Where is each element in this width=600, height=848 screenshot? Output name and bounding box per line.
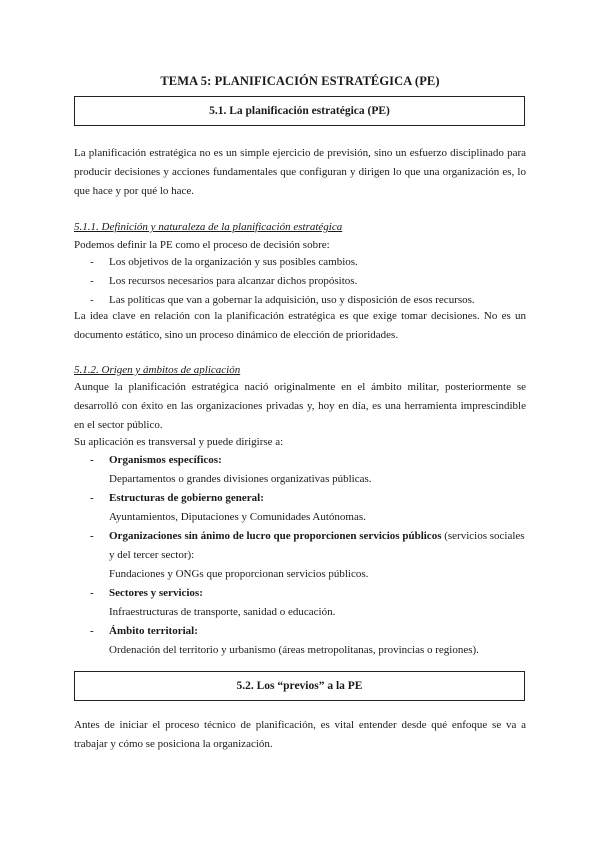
subsection-5-1-1-closing: La idea clave en relación con la planificación estratégica es que exige tomar decisiones. No es un documento estático, sino un proceso dinámico de elección de prioridades.: [74, 310, 526, 341]
document-title: TEMA 5: PLANIFICACIÓN ESTRATÉGICA (PE): [160, 74, 440, 88]
subsection-5-1-2-paragraph: Aunque la planificación estratégica nació originalmente en el ámbito militar, posteriormente se desarrolló con éxito en las organizaciones privadas y, hoy en día, es una herramienta imprescindible en el sector público.: [74, 381, 526, 431]
section-heading-5-2-text: 5.2. Los “previos” a la PE: [236, 680, 363, 692]
list-item: - Organizaciones sin ánimo de lucro que proporcionen servicios públicos (servicios sociales y del tercer sector): Fundaciones y ONGs que proporcionan servicios públicos.: [74, 527, 526, 584]
list-item: - Los objetivos de la organización y sus posibles cambios.: [90, 256, 358, 268]
list-item-label: Estructuras de gobierno general:: [109, 492, 264, 504]
section-heading-5-1-text: 5.1. La planificación estratégica (PE): [209, 105, 390, 117]
subsection-heading-5-1-1: 5.1.1. Definición y naturaleza de la planificación estratégica: [74, 221, 343, 233]
list-item-label: Organizaciones sin ánimo de lucro que proporcionen servicios públicos: [109, 530, 442, 542]
list-item-text: Los objetivos de la organización y sus posibles cambios.: [109, 256, 358, 268]
list-item-label: Sectores y servicios:: [109, 587, 203, 599]
list-item-extra: (servicios sociales y del tercer sector):: [109, 530, 525, 561]
subsection-5-1-1-lead: Podemos definir la PE como el proceso de decisión sobre:: [74, 239, 330, 251]
application-scope-list: [74, 451, 526, 660]
section-5-2-intro: Antes de iniciar el proceso técnico de planificación, es vital entender desde qué enfoque se va a trabajar y cómo se posiciona la organización.: [74, 719, 526, 750]
list-item: - Sectores y servicios: Infraestructuras de transporte, sanidad o educación.: [74, 584, 526, 622]
subsection-heading-5-1-2: 5.1.2. Origen y ámbitos de aplicación: [74, 364, 241, 376]
list-item-text: Las políticas que van a gobernar la adquisición, uso y disposición de esos recursos.: [109, 294, 475, 306]
subsection-5-1-2-lead: Su aplicación es transversal y puede dirigirse a:: [74, 436, 284, 448]
list-item-text: Los recursos necesarios para alcanzar dichos propósitos.: [109, 275, 358, 287]
list-item: - Las políticas que van a gobernar la adquisición, uso y disposición de esos recursos.: [90, 294, 475, 306]
list-item: - Los recursos necesarios para alcanzar dichos propósitos.: [90, 275, 358, 287]
list-item-label: Organismos específicos:: [109, 454, 222, 466]
section-heading-5-2: [74, 671, 525, 701]
list-item-detail: Fundaciones y ONGs que proporcionan servicios públicos.: [109, 568, 369, 580]
list-item: - Estructuras de gobierno general: Ayuntamientos, Diputaciones y Comunidades Autónomas.: [74, 489, 526, 527]
list-item-label: Ámbito territorial:: [109, 625, 198, 637]
list-item-detail: Infraestructuras de transporte, sanidad o educación.: [109, 606, 336, 618]
definition-list: [74, 253, 526, 310]
list-item-detail: Departamentos o grandes divisiones organizativas públicas.: [109, 473, 372, 485]
list-item: - Organismos específicos: Departamentos o grandes divisiones organizativas públicas.: [74, 451, 526, 489]
list-item-detail: Ordenación del territorio y urbanismo (áreas metropolitanas, provincias o regiones).: [109, 644, 479, 656]
list-item-detail: Ayuntamientos, Diputaciones y Comunidades Autónomas.: [109, 511, 366, 523]
list-item: - Ámbito territorial: Ordenación del territorio y urbanismo (áreas metropolitanas, provincias o regiones).: [74, 622, 526, 660]
section-5-1-intro: La planificación estratégica no es un simple ejercicio de previsión, sino un esfuerzo disciplinado para producir decisiones y acciones fundamentales que configuran y dirigen lo que una organización es, lo que hace y por qué lo hace.: [74, 147, 526, 197]
section-heading-5-1: [74, 96, 525, 126]
